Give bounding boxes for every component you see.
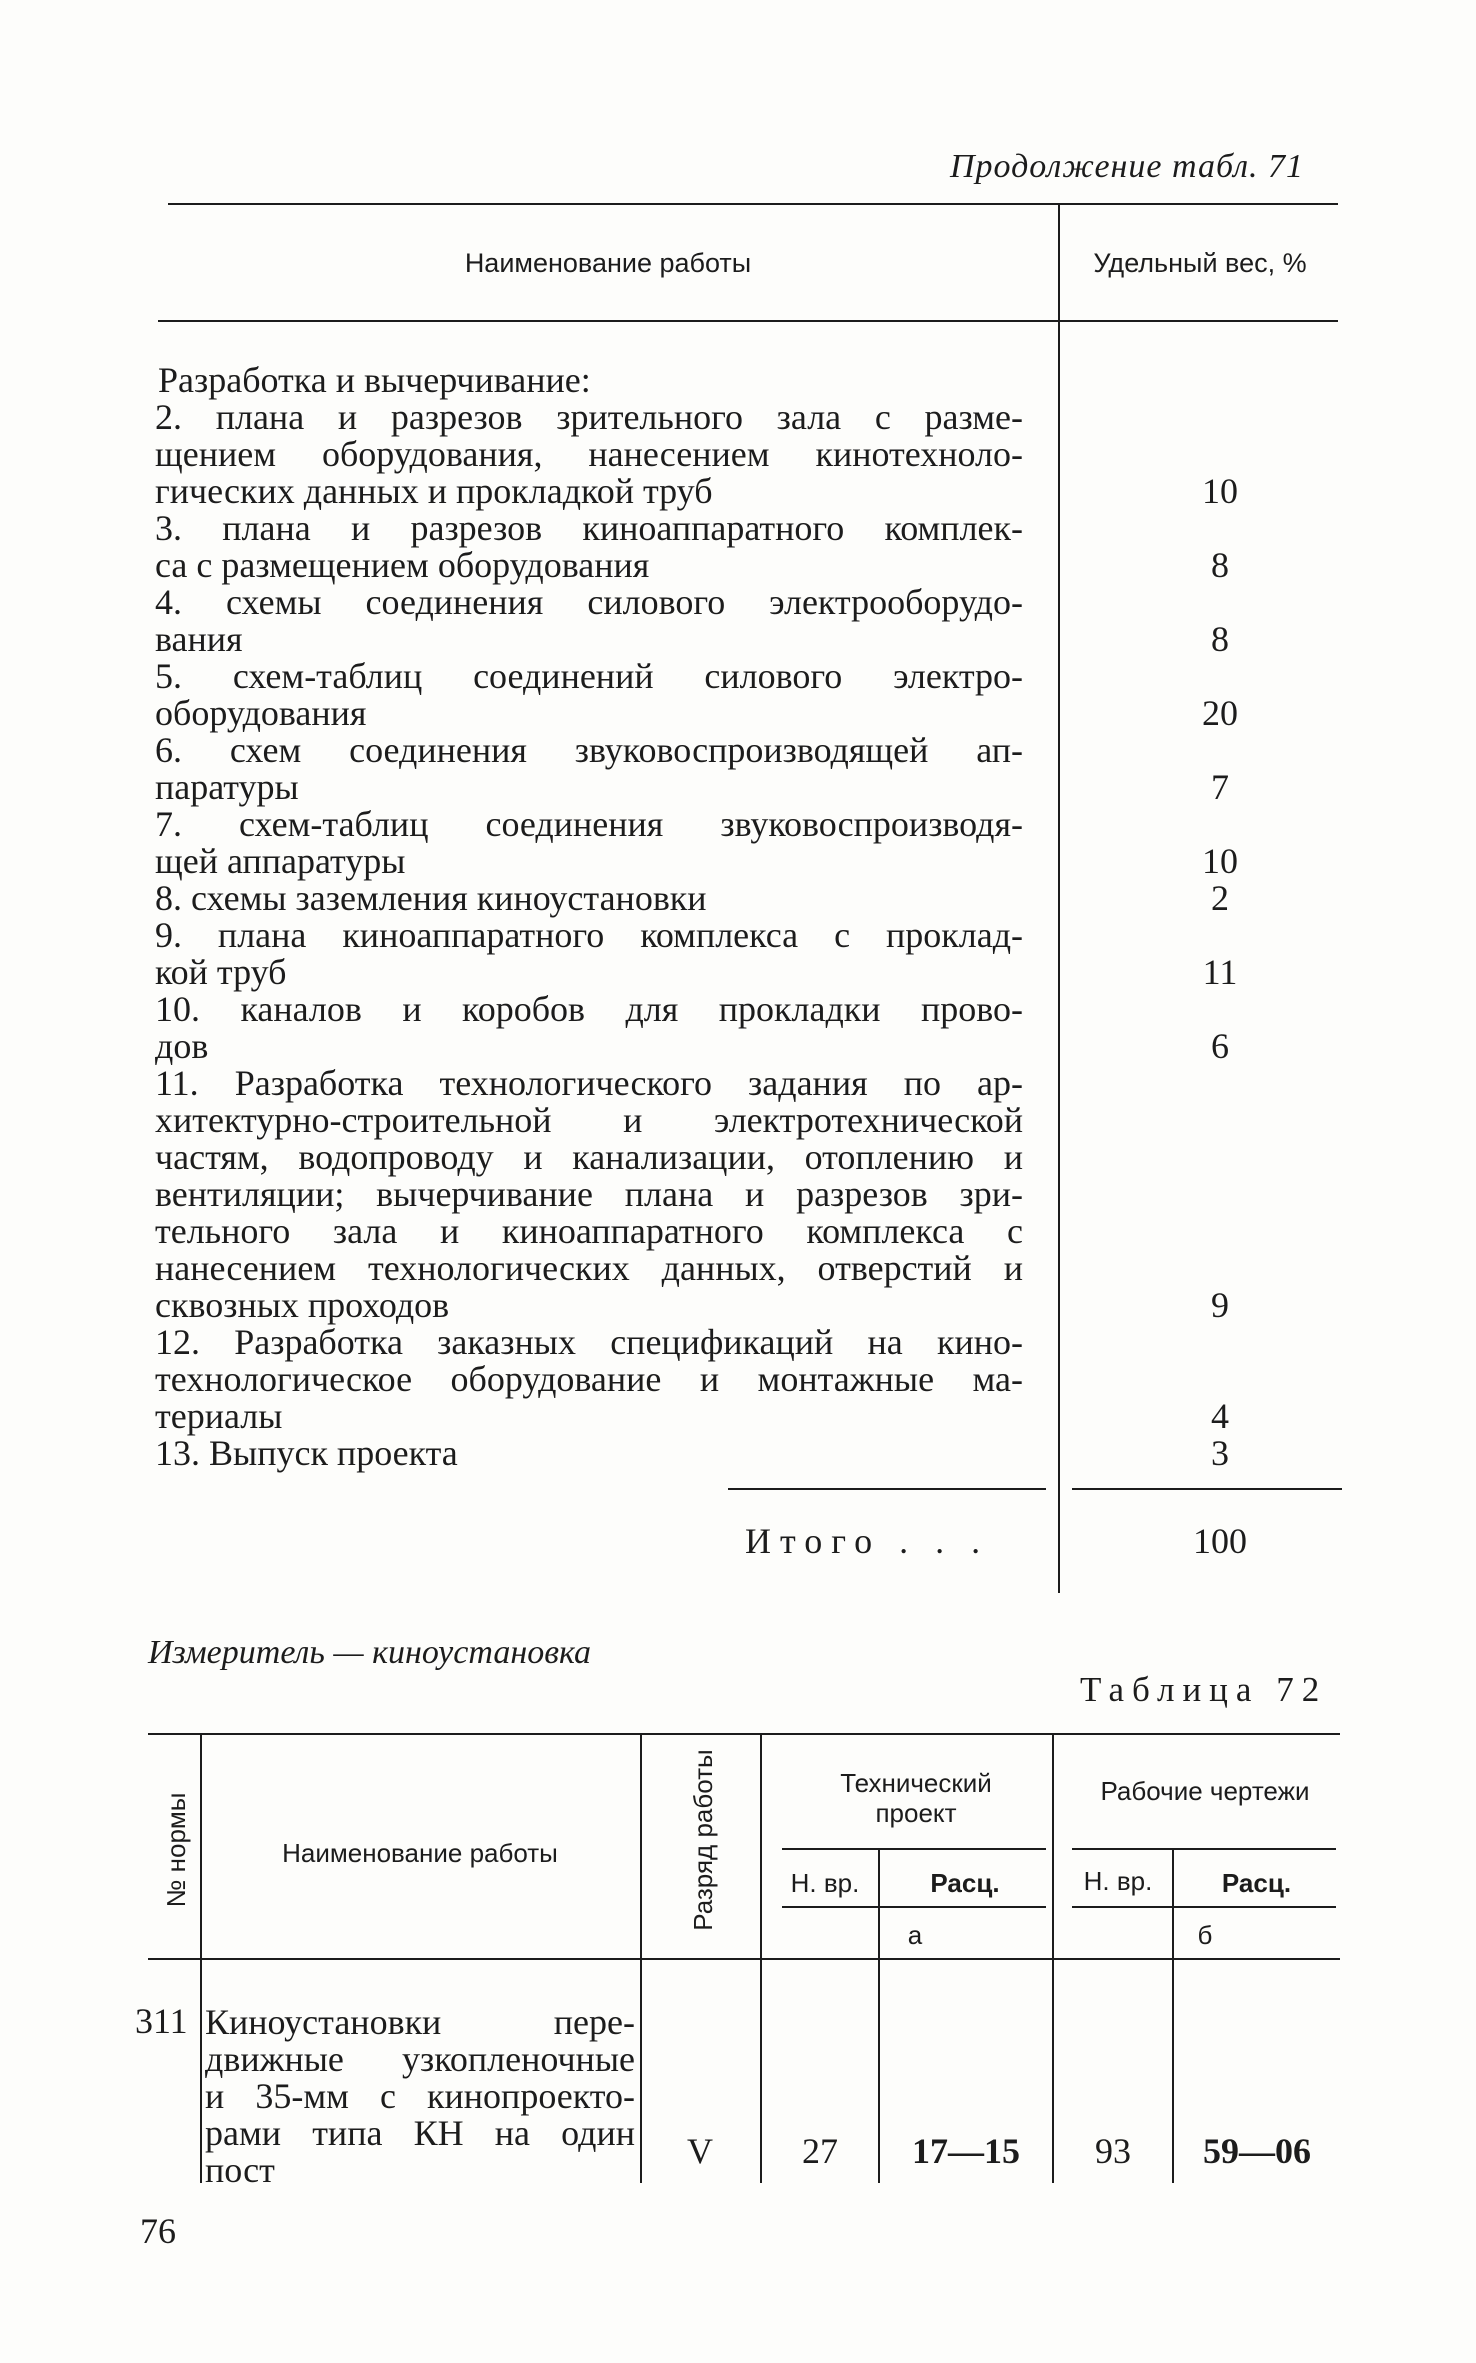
table71-row-value: 3	[1211, 1433, 1229, 1473]
table71-row-text	[155, 732, 1023, 806]
table71-row-line: 9. плана киноаппаратного комплекса с проклад-	[155, 915, 1023, 955]
table71-row-line: 6. схем соединения звуковоспроизводящей ап-	[155, 730, 1023, 770]
table71-row-line: вания	[155, 619, 243, 659]
table71-col-weight-header: Удельный вес, %	[1093, 248, 1307, 278]
table71-row-line: щей аппаратуры	[155, 841, 406, 881]
total-value: 100	[1193, 1521, 1247, 1561]
table71-row-line: технологическое оборудование и монтажные ма-	[155, 1359, 1023, 1399]
table72-row-line: пост	[205, 2150, 275, 2190]
table72-work-rasc-value: 59—06	[1203, 2131, 1311, 2171]
table71-row-line: гических данных и прокладкой труб	[155, 471, 713, 511]
table71-row-line: 10. каналов и коробов для прокладки прово-	[155, 989, 1023, 1029]
table71-row-line: 5. схем-таблиц соединений силового электро-	[155, 656, 1023, 696]
table72-divider-tech	[1052, 1735, 1054, 2183]
table72-col-a: а	[907, 1920, 923, 1950]
table72-top-rule	[148, 1733, 1340, 1735]
table71-row-line: оборудования	[155, 693, 367, 733]
table72-tech-header: Технический проект	[840, 1768, 992, 1828]
table71-row-line: нанесением технологических данных, отверстий и	[155, 1248, 1023, 1288]
table71-row-value: 7	[1211, 767, 1229, 807]
table71-row-value: 6	[1211, 1026, 1229, 1066]
table72-row-name	[205, 2004, 635, 2189]
table71-row-line: частям, водопроводу и канализации, отоплению и	[155, 1137, 1023, 1177]
table71-row-line: сквозных проходов	[155, 1285, 450, 1325]
table71-row-value: 9	[1211, 1285, 1229, 1325]
table71-row-text	[155, 399, 1023, 510]
table71-row-line: 4. схемы соединения силового электрооборудо-	[155, 582, 1023, 622]
table71-row-line: вентиляции; вычерчивание плана и разрезов зри-	[155, 1174, 1023, 1214]
table72-tech-sub-rule	[782, 1848, 1046, 1850]
table71-total-rule	[728, 1488, 1046, 1490]
table72-col-b: б	[1197, 1920, 1213, 1950]
table72-work-sub-rule	[1072, 1848, 1336, 1850]
table71-row-text	[155, 991, 1023, 1065]
table71-row-line: паратуры	[155, 767, 299, 807]
table71-row-line: 8. схемы заземления киноустановки	[155, 878, 707, 918]
table71-row-text	[155, 806, 1023, 880]
table72-row-line: рами типа КН на один	[205, 2113, 635, 2153]
table72-work-nvr-header: Н. вр.	[1083, 1866, 1153, 1896]
table72-grade-header: Разряд работы	[688, 1749, 718, 1931]
total-label: Итого . . .	[745, 1521, 990, 1561]
section-heading: Разработка и вычерчивание:	[158, 360, 591, 400]
table71-row-value: 2	[1211, 878, 1229, 918]
table72-grade-value: V	[687, 2131, 713, 2171]
table71-header-rule	[158, 320, 1338, 322]
table71-row-value: 8	[1211, 545, 1229, 585]
table72-header-bottom-rule	[148, 1958, 1340, 1960]
table72-tech-letter-rule	[782, 1906, 1046, 1908]
table71-row-text	[155, 880, 1023, 917]
table72-work-rasc-header: Расц.	[1221, 1868, 1292, 1898]
table71-row-value: 20	[1202, 693, 1238, 733]
table71-row-value: 10	[1202, 471, 1238, 511]
table72-work-nvr-value: 93	[1095, 2131, 1131, 2171]
table71-row-value: 4	[1211, 1396, 1229, 1436]
table72-work-header: Рабочие чертежи	[1100, 1776, 1310, 1806]
table72-norm-header: № нормы	[161, 1792, 191, 1908]
table72-tech-rasc-value: 17—15	[912, 2131, 1020, 2171]
table71-row-line: хитектурно-строительной и электротехнической	[155, 1100, 1023, 1140]
table71-row-line: 3. плана и разрезов киноаппаратного комплек-	[155, 508, 1023, 548]
table71-row-text	[155, 1065, 1023, 1324]
table72-name-header: Наименование работы	[282, 1838, 558, 1868]
table71-row-text	[155, 917, 1023, 991]
table71-row-line: 13. Выпуск проекта	[155, 1433, 458, 1473]
table71-row-value: 8	[1211, 619, 1229, 659]
table72-tech-rasc-header: Расц.	[930, 1868, 1000, 1898]
table72-tech-nvr-value: 27	[802, 2131, 838, 2171]
table71-row-line: 11. Разработка технологического задания по ар-	[155, 1063, 1023, 1103]
table71-top-rule	[168, 203, 1338, 205]
table71-row-line: 2. плана и разрезов зрительного зала с разме-	[155, 397, 1023, 437]
table72-tech-nvr-header: Н. вр.	[790, 1868, 860, 1898]
table72-divider-norm	[200, 1735, 202, 2183]
table71-row-text	[155, 1324, 1023, 1435]
continuation-title: Продолжение табл. 71	[950, 148, 1305, 185]
table71-row-line: дов	[155, 1026, 209, 1066]
table71-row-value: 11	[1202, 952, 1238, 992]
table72-row-line: движные узкопленочные	[205, 2039, 635, 2079]
table71-row-text	[155, 658, 1023, 732]
table72-work-letter-rule	[1072, 1906, 1336, 1908]
table71-column-divider	[1058, 205, 1060, 1593]
table71-row-text	[155, 1435, 1023, 1472]
table72-norm-number: 311	[135, 2001, 188, 2041]
table71-row-line: са с размещением оборудования	[155, 545, 650, 585]
table72-row-line: и 35-мм с кинопроекто-	[205, 2076, 635, 2116]
table71-row-line: тельного зала и киноаппаратного комплекса с	[155, 1211, 1023, 1251]
table71-row-line: 12. Разработка заказных спецификаций на кино-	[155, 1322, 1023, 1362]
table71-row-line: 7. схем-таблиц соединения звуковоспроизводя-	[155, 804, 1023, 844]
table72-divider-name	[640, 1735, 642, 2183]
page-number: 76	[140, 2211, 176, 2251]
measure-label: Измеритель — киноустановка	[148, 1634, 592, 1671]
table71-col-name-header: Наименование работы	[464, 248, 752, 278]
table71-row-value: 10	[1202, 841, 1238, 881]
table71-row-text	[155, 510, 1023, 584]
table71-row-text	[155, 584, 1023, 658]
table71-row-line: териалы	[155, 1396, 283, 1436]
table71-row-line: кой труб	[155, 952, 287, 992]
table71-row-line: щением оборудования, нанесением кинотехноло-	[155, 434, 1023, 474]
table72-title: Таблица 72	[1080, 1670, 1328, 1709]
table71-total-rule-right	[1072, 1488, 1342, 1490]
table72-divider-grade	[760, 1735, 762, 2183]
table72-row-line: Киноустановки пере-	[205, 2002, 635, 2042]
